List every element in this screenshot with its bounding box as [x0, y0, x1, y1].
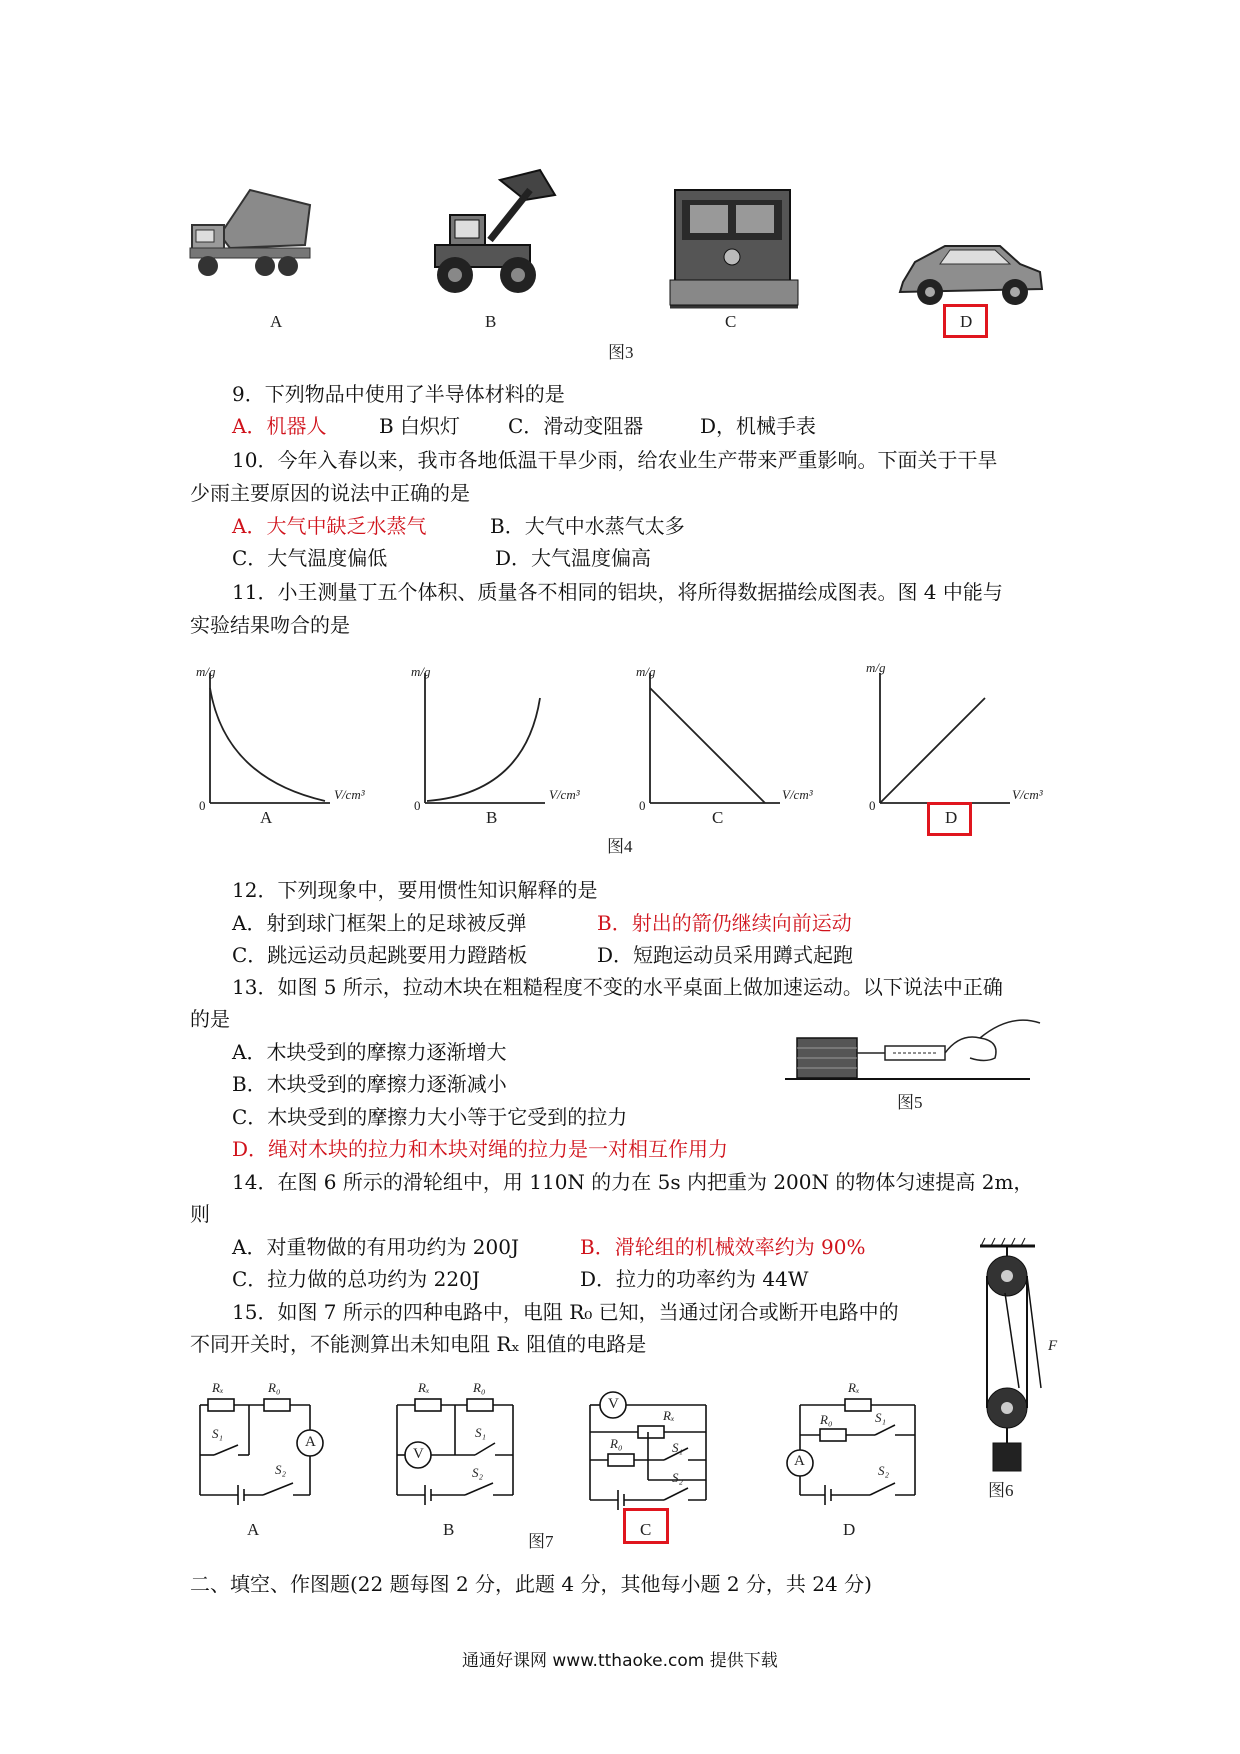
circuit-a	[198, 1395, 338, 1510]
block-on-table-image	[785, 1003, 1050, 1083]
q13-option-b: B．木块受到的摩擦力逐渐减小	[232, 1072, 507, 1096]
graph-a-xlabel: V/cm³	[334, 787, 365, 802]
fig3-label-a: A	[270, 312, 283, 331]
q15-stem-line2: 不同开关时，不能测算出未知电阻 Rₓ 阻值的电路是	[190, 1332, 647, 1356]
q11-stem-line1: 11．小王测量丁五个体积、质量各不相同的铝块，将所得数据描绘成图表。图 4 中能与	[232, 580, 1003, 604]
graph-b-label: B	[486, 808, 498, 827]
graph-b-xlabel: V/cm³	[549, 787, 580, 802]
q9-option-b: B 白炽灯	[379, 414, 461, 438]
fig3-label-d: D	[960, 312, 973, 331]
fig3-caption: 图3	[608, 343, 634, 362]
locomotive-image	[670, 175, 800, 310]
graph-b-ylabel: m/g	[411, 664, 431, 679]
circuit-c-voltmeter: V	[608, 1396, 619, 1412]
dump-truck-image	[190, 180, 315, 280]
circuit-c-rx: Rₓ	[663, 1408, 675, 1423]
fig4-caption: 图4	[607, 837, 633, 856]
fig6-force-label: F	[1048, 1338, 1058, 1354]
q13-option-a: A．木块受到的摩擦力逐渐增大	[232, 1040, 507, 1064]
q12-option-b: B．射出的箭仍继续向前运动	[597, 911, 852, 935]
q14-stem-line1: 14．在图 6 所示的滑轮组中，用 110N 的力在 5s 内把重为 200N 的物体匀速提高 2m，	[232, 1170, 1034, 1194]
graph-d-label: D	[945, 808, 958, 827]
fig5-caption: 图5	[897, 1093, 923, 1112]
graph-d-origin: 0	[869, 798, 876, 813]
circuit-a-s2: S₂	[275, 1462, 287, 1477]
q10-stem-line1: 10．今年入春以来，我市各地低温干旱少雨，给农业生产带来严重影响。下面关于干旱	[232, 448, 998, 472]
q9-option-d: D，机械手表	[700, 414, 817, 438]
circuit-c-s2: S₂	[672, 1470, 684, 1485]
graph-b-origin: 0	[414, 798, 421, 813]
circuit-d-rx: Rₓ	[848, 1380, 860, 1395]
q15-stem-line1: 15．如图 7 所示的四种电路中，电阻 R₀ 已知，当通过闭合或断开电路中的	[232, 1300, 899, 1324]
fig7-answer-box	[623, 1508, 669, 1544]
circuit-c-label: C	[640, 1520, 652, 1539]
circuit-a-label: A	[247, 1520, 260, 1539]
circuit-b-r0: R₀	[473, 1380, 486, 1395]
circuit-d-s1: S₁	[875, 1410, 887, 1425]
circuit-a-rx: Rₓ	[212, 1380, 224, 1395]
q13-option-c: C．木块受到的摩擦力大小等于它受到的拉力	[232, 1105, 628, 1129]
q9-option-c: C．滑动变阻器	[508, 414, 644, 438]
graph-d-ylabel: m/g	[866, 660, 886, 675]
fig3-answer-box	[943, 304, 988, 338]
graph-c-xlabel: V/cm³	[782, 787, 813, 802]
q12-stem: 12．下列现象中，要用惯性知识解释的是	[232, 878, 598, 902]
circuit-b-label: B	[443, 1520, 455, 1539]
q13-stem-line2: 的是	[190, 1007, 230, 1031]
q13-stem-line1: 13．如图 5 所示，拉动木块在粗糙程度不变的水平桌面上做加速运动。以下说法中正确	[232, 975, 1003, 999]
q14-option-b: B．滑轮组的机械效率约为 90%	[580, 1235, 866, 1259]
graph-a-ylabel: m/g	[196, 664, 216, 679]
circuit-d-s2: S₂	[878, 1463, 890, 1478]
wheel-loader-image	[430, 170, 565, 300]
q14-option-d: D．拉力的功率约为 44W	[580, 1267, 809, 1291]
q12-option-c: C．跳远运动员起跳要用力蹬踏板	[232, 943, 528, 967]
fig3-label-c: C	[725, 312, 737, 331]
circuit-b-s1: S₁	[475, 1425, 487, 1440]
q11-stem-line2: 实验结果吻合的是	[190, 613, 350, 637]
circuit-d-r0: R₀	[820, 1412, 833, 1427]
section-2-heading: 二、填空、作图题(22 题每图 2 分，此题 4 分，其他每小题 2 分，共 24 分)	[190, 1572, 872, 1596]
circuit-b-s2: S₂	[472, 1465, 484, 1480]
circuit-d-ammeter: A	[794, 1453, 805, 1469]
q12-option-a: A．射到球门框架上的足球被反弹	[232, 911, 527, 935]
graph-c-ylabel: m/g	[636, 664, 656, 679]
q10-option-a: A．大气中缺乏水蒸气	[232, 514, 427, 538]
circuit-c-s1: S₁	[672, 1440, 684, 1455]
q10-option-d: D．大气温度偏高	[495, 546, 652, 570]
q13-option-d: D．绳对木块的拉力和木块对绳的拉力是一对相互作用力	[232, 1137, 729, 1161]
q10-stem-line2: 少雨主要原因的说法中正确的是	[190, 481, 470, 505]
page-footer: 通通好课网 www.tthaoke.com 提供下载	[462, 1651, 778, 1671]
circuit-b-voltmeter: V	[413, 1446, 424, 1462]
q10-option-c: C．大气温度偏低	[232, 546, 388, 570]
q14-stem-line2: 则	[190, 1202, 210, 1226]
circuit-b-rx: Rₓ	[418, 1380, 430, 1395]
fig7-caption: 图7	[528, 1532, 554, 1551]
q14-option-c: C．拉力做的总功约为 220J	[232, 1267, 480, 1291]
fig4-answer-box	[927, 802, 972, 836]
pulley-system-image	[975, 1238, 1058, 1478]
graph-c-origin: 0	[639, 798, 646, 813]
circuit-c-r0: R₀	[610, 1436, 623, 1451]
q12-option-d: D．短跑运动员采用蹲式起跑	[597, 943, 854, 967]
q9-option-a: A．机器人	[232, 414, 327, 438]
graph-c-label: C	[712, 808, 724, 827]
graph-a-label: A	[260, 808, 273, 827]
graph-d-xlabel: V/cm³	[1012, 787, 1043, 802]
circuit-a-ammeter: A	[305, 1434, 316, 1450]
q14-option-a: A．对重物做的有用功约为 200J	[232, 1235, 519, 1259]
fig3-label-b: B	[485, 312, 497, 331]
q9-stem: 9．下列物品中使用了半导体材料的是	[232, 382, 565, 406]
circuit-d-label: D	[843, 1520, 856, 1539]
q10-option-b: B．大气中水蒸气太多	[490, 514, 685, 538]
car-image	[895, 234, 1045, 309]
circuit-a-s1: S₁	[212, 1426, 224, 1441]
fig6-caption: 图6	[988, 1481, 1014, 1500]
graph-a-origin: 0	[199, 798, 206, 813]
circuit-a-r0: R₀	[268, 1380, 281, 1395]
